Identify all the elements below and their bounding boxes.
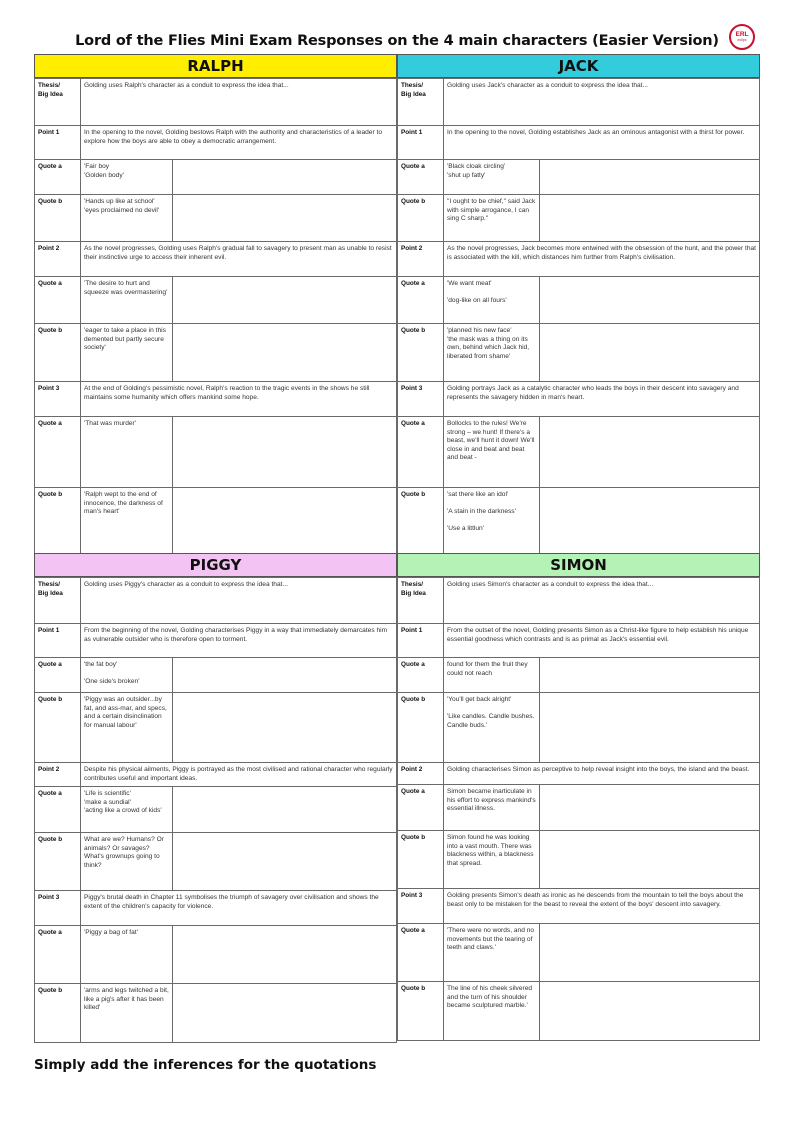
inference-cell[interactable] xyxy=(173,324,397,382)
simon-point1: From the outset of the novel, Golding presents Simon as a Christ-like figure to help establish his unique essential goodness which contrasts and is as primal as Jack's essential evil. xyxy=(444,624,760,658)
label-thesis: Thesis/ Big Idea xyxy=(398,578,444,624)
inference-cell[interactable] xyxy=(173,984,397,1043)
label-point1: Point 1 xyxy=(35,624,81,658)
inference-cell[interactable] xyxy=(540,982,760,1041)
simon-p3-quote-b: The line of his cheek silvered and the turn of his shoulder became sculptured marble.' xyxy=(444,982,540,1041)
inference-cell[interactable] xyxy=(540,831,760,889)
inference-cell[interactable] xyxy=(173,833,397,891)
label-point1: Point 1 xyxy=(35,126,81,160)
label-quote-b: Quote b xyxy=(35,833,81,891)
ralph-p3-quote-b: 'Ralph wept to the end of innocence, the darkness of man's heart' xyxy=(81,488,173,554)
label-quote-a: Quote a xyxy=(398,417,444,488)
inference-cell[interactable] xyxy=(540,324,760,382)
label-quote-a: Quote a xyxy=(398,785,444,831)
ralph-p1-quote-b: 'Hands up like at school' 'eyes proclaimed no devil' xyxy=(81,195,173,242)
simon-thesis: Golding uses Simon's character as a conduit to express the idea that... xyxy=(444,578,760,624)
ralph-point1: In the opening to the novel, Golding bestows Ralph with the authority and characteristics of a leader to explore how the boys are able to obey a democratic arrangement. xyxy=(81,126,397,160)
label-quote-b: Quote b xyxy=(35,488,81,554)
jack-p3-quote-a: Bollocks to the rules! We're strong – we hunt! If there's a beast, we'll hunt it down! We'll close in and beat and beat and beat - xyxy=(444,417,540,488)
jack-point3: Golding portrays Jack as a catalytic character who leads the boys in their descent into savagery and represents the savagery hidden in man's heart. xyxy=(444,382,760,417)
label-thesis: Thesis/ Big Idea xyxy=(35,79,81,126)
label-quote-a: Quote a xyxy=(398,160,444,195)
jack-p3-quote-b: 'sat there like an idol' 'A stain in the darkness' 'Use a littlun' xyxy=(444,488,540,554)
piggy-thesis: Golding uses Piggy's character as a conduit to express the idea that... xyxy=(81,578,397,624)
simon-p2-quote-b: Simon found he was looking into a vast mouth. There was blackness within, a blackness that spread. xyxy=(444,831,540,889)
label-quote-b: Quote b xyxy=(398,195,444,242)
inference-cell[interactable] xyxy=(173,926,397,984)
label-point2: Point 2 xyxy=(35,763,81,787)
ralph-thesis: Golding uses Ralph's character as a conduit to express the idea that... xyxy=(81,79,397,126)
jack-p1-quote-a: 'Black cloak circling' 'shut up fatty' xyxy=(444,160,540,195)
label-quote-a: Quote a xyxy=(35,926,81,984)
piggy-table xyxy=(34,577,397,1043)
jack-point1: In the opening to the novel, Golding establishes Jack as an ominous antagonist with a thirst for power. xyxy=(444,126,760,160)
inference-cell[interactable] xyxy=(540,693,760,763)
label-point3: Point 3 xyxy=(398,382,444,417)
label-point3: Point 3 xyxy=(35,382,81,417)
inference-cell[interactable] xyxy=(173,658,397,693)
logo-text: ERL xyxy=(735,31,749,38)
piggy-p2-quote-b: What are we? Humans? Or animals? Or savages? What's grownups going to think? xyxy=(81,833,173,891)
logo xyxy=(729,24,755,50)
label-quote-b: Quote b xyxy=(398,693,444,763)
label-quote-a: Quote a xyxy=(35,658,81,693)
ralph-p2-quote-a: 'The desire to hurt and squeeze was overmastering' xyxy=(81,277,173,324)
label-thesis: Thesis/ Big Idea xyxy=(35,578,81,624)
piggy-point3: Piggy's brutal death in Chapter 11 symbolises the triumph of savagery over civilisation and shows the extent of the children's capacity for violence. xyxy=(81,891,397,926)
inference-cell[interactable] xyxy=(173,787,397,833)
section-header-jack: JACK xyxy=(397,54,760,78)
inference-cell[interactable] xyxy=(173,277,397,324)
page-title: Lord of the Flies Mini Exam Responses on the 4 main characters (Easier Version) xyxy=(75,33,719,49)
label-point3: Point 3 xyxy=(398,889,444,924)
piggy-p2-quote-a: 'Life is scientific' 'make a sundial' 'acting like a crowd of kids' xyxy=(81,787,173,833)
label-quote-b: Quote b xyxy=(35,984,81,1043)
inference-cell[interactable] xyxy=(540,488,760,554)
label-quote-a: Quote a xyxy=(35,160,81,195)
label-quote-b: Quote b xyxy=(398,488,444,554)
simon-p2-quote-a: Simon became inarticulate in his effort to express mankind's essential illness. xyxy=(444,785,540,831)
inference-cell[interactable] xyxy=(540,658,760,693)
piggy-p3-quote-a: 'Piggy a bag of fat' xyxy=(81,926,173,984)
ralph-point2: As the novel progresses, Golding uses Ralph's gradual fall to savagery to present man as unable to resist their instinctive urge to access their inherent evil. xyxy=(81,242,397,277)
simon-p1-quote-a: found for them the fruit they could not reach xyxy=(444,658,540,693)
jack-thesis: Golding uses Jack's character as a conduit to express the idea that... xyxy=(444,79,760,126)
ralph-p2-quote-b: 'eager to take a place in this demented but partly secure society' xyxy=(81,324,173,382)
jack-table xyxy=(397,78,760,554)
label-quote-b: Quote b xyxy=(398,831,444,889)
label-quote-a: Quote a xyxy=(35,277,81,324)
label-point3: Point 3 xyxy=(35,891,81,926)
simon-point2: Golding characterises Simon as perceptive to help reveal insight into the boys, the island and the beast. xyxy=(444,763,760,785)
simon-point3: Golding presents Simon's death as ironic as he descends from the mountain to tell the boys about the beast only to be mistaken for the beast to reveal the extent of the boys' descent into savagery. xyxy=(444,889,760,924)
jack-p2-quote-b: 'planned his new face' 'the mask was a thing on its own, behind which Jack hid, liberated from shame' xyxy=(444,324,540,382)
label-quote-b: Quote b xyxy=(398,982,444,1041)
label-quote-b: Quote b xyxy=(35,693,81,763)
ralph-p1-quote-a: 'Fair boy 'Golden body' xyxy=(81,160,173,195)
ralph-p3-quote-a: 'That was murder' xyxy=(81,417,173,488)
piggy-p1-quote-a: 'the fat boy' 'One side's broken' xyxy=(81,658,173,693)
simon-p1-quote-b: 'You'll get back alright' 'Like candles. Candle bushes. Candle buds.' xyxy=(444,693,540,763)
inference-cell[interactable] xyxy=(540,924,760,982)
footer-instruction: Simply add the inferences for the quotations xyxy=(34,1057,377,1073)
logo-subtext: eclips xyxy=(737,38,747,42)
label-quote-a: Quote a xyxy=(398,924,444,982)
piggy-p3-quote-b: 'arms and legs twitched a bit, like a pig's after it has been killed' xyxy=(81,984,173,1043)
jack-p1-quote-b: "I ought to be chief," said Jack with simple arrogance, I can sing C sharp." xyxy=(444,195,540,242)
inference-cell[interactable] xyxy=(173,693,397,763)
label-point2: Point 2 xyxy=(398,763,444,785)
inference-cell[interactable] xyxy=(173,160,397,195)
inference-cell[interactable] xyxy=(540,417,760,488)
label-thesis: Thesis/ Big Idea xyxy=(398,79,444,126)
label-quote-b: Quote b xyxy=(35,324,81,382)
inference-cell[interactable] xyxy=(540,195,760,242)
inference-cell[interactable] xyxy=(540,785,760,831)
piggy-p1-quote-b: 'Piggy was an outsider...by fat, and ass-mar, and specs, and a certain disinclination for manual labour' xyxy=(81,693,173,763)
piggy-point2: Despite his physical ailments, Piggy is portrayed as the most civilised and rational character who regularly contributes useful and important ideas. xyxy=(81,763,397,787)
ralph-table xyxy=(34,78,397,554)
jack-p2-quote-a: 'We want meat' 'dog-like on all fours' xyxy=(444,277,540,324)
inference-cell[interactable] xyxy=(173,195,397,242)
section-header-ralph: RALPH xyxy=(34,54,397,78)
label-quote-a: Quote a xyxy=(35,787,81,833)
jack-point2: As the novel progresses, Jack becomes more entwined with the obsession of the hunt, and the power that is associated with the kill, which distances him further from Ralph's civilisation. xyxy=(444,242,760,277)
label-quote-a: Quote a xyxy=(398,658,444,693)
ralph-point3: At the end of Golding's pessimistic novel, Ralph's reaction to the tragic events in the shows he still maintains some humanity which offers mankind some hope. xyxy=(81,382,397,417)
label-point1: Point 1 xyxy=(398,624,444,658)
simon-p3-quote-a: 'There were no words, and no movements but the tearing of teeth and claws.' xyxy=(444,924,540,982)
label-point1: Point 1 xyxy=(398,126,444,160)
inference-cell[interactable] xyxy=(540,160,760,195)
label-point2: Point 2 xyxy=(398,242,444,277)
section-header-simon: SIMON xyxy=(397,553,760,577)
inference-cell[interactable] xyxy=(540,277,760,324)
piggy-point1: From the beginning of the novel, Golding characterises Piggy in a way that immediately demarcates him as vulnerable outsider who is therefore open to torment. xyxy=(81,624,397,658)
section-header-piggy: PIGGY xyxy=(34,553,397,577)
label-quote-a: Quote a xyxy=(35,417,81,488)
inference-cell[interactable] xyxy=(173,488,397,554)
label-point2: Point 2 xyxy=(35,242,81,277)
inference-cell[interactable] xyxy=(173,417,397,488)
label-quote-b: Quote b xyxy=(398,324,444,382)
label-quote-b: Quote b xyxy=(35,195,81,242)
label-quote-a: Quote a xyxy=(398,277,444,324)
simon-table xyxy=(397,577,760,1041)
